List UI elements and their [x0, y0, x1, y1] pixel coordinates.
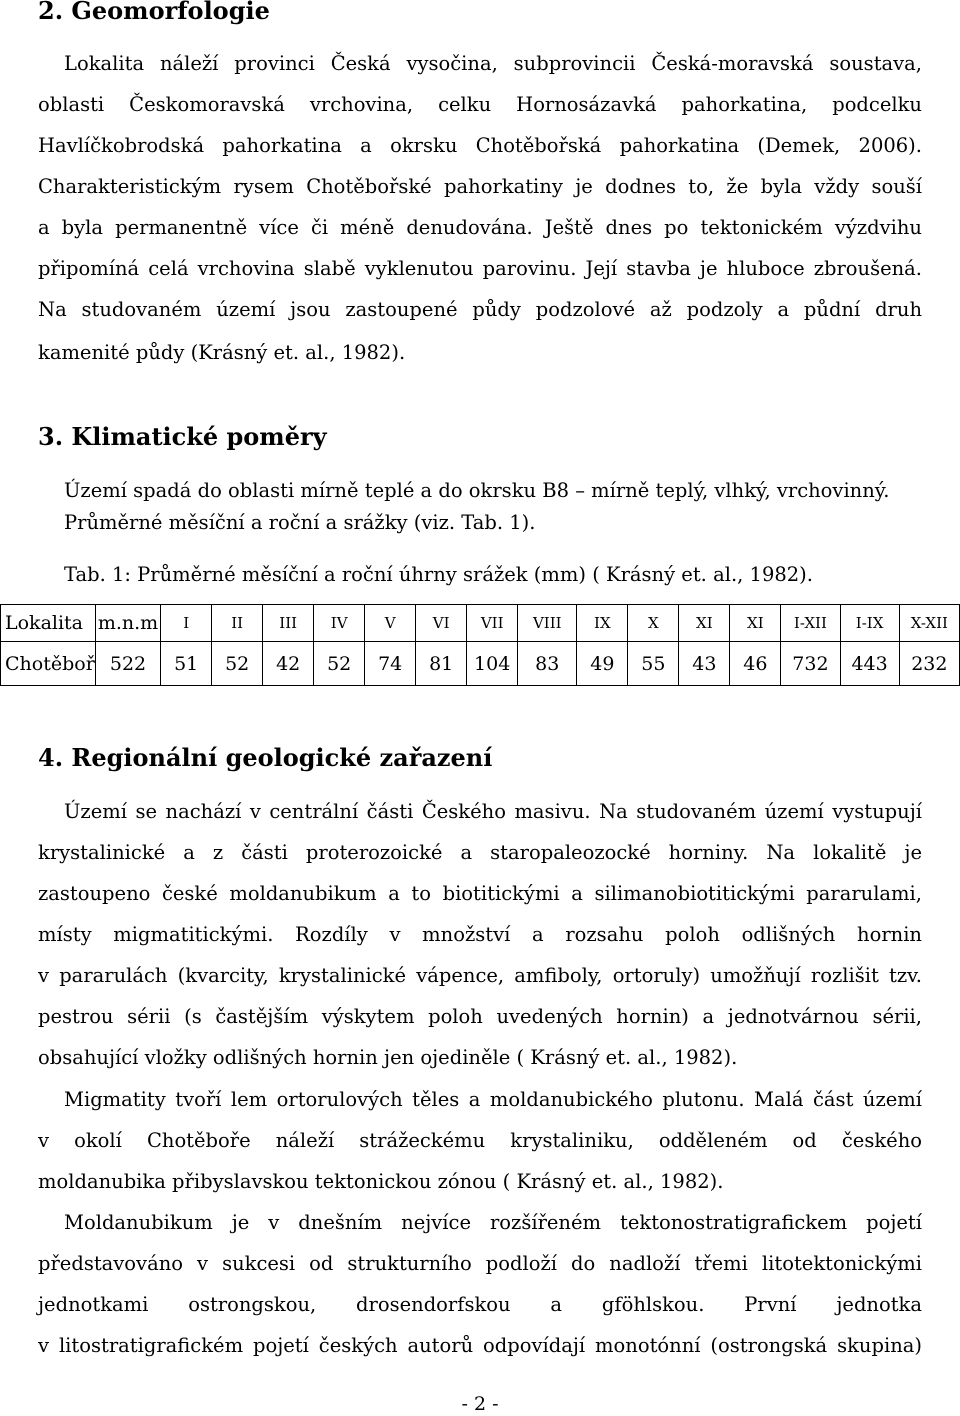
paragraph-line: obsahující vložky odlišných hornin jen ojediněle ( Krásný et. al., 1982).: [38, 1046, 738, 1069]
table-cell: 522: [95, 642, 160, 686]
page-number: - 2 -: [461, 1393, 499, 1415]
table-header-cell: VII: [467, 605, 518, 642]
table-cell: 52: [314, 642, 365, 686]
paragraph-line: krystalinické a z části proterozoické a staropaleozocké horniny. Na lokalitě je: [38, 841, 922, 864]
table-cell: 81: [416, 642, 467, 686]
table-header-cell: IX: [577, 605, 628, 642]
table-cell: 74: [365, 642, 416, 686]
paragraph-line: Průměrné měsíční a roční a srážky (viz. Tab. 1).: [64, 511, 536, 534]
table-cell: 52: [212, 642, 263, 686]
table-cell: 46: [730, 642, 781, 686]
table-header-cell: I-IX: [840, 605, 899, 642]
paragraph-line: Havlíčkobrodská pahorkatina a okrsku Chotěbořská pahorkatina (Demek, 2006).: [38, 134, 922, 157]
table-header-cell: V: [365, 605, 416, 642]
paragraph-line: moldanubika přibyslavskou tektonickou zónou ( Krásný et. al., 1982).: [38, 1170, 724, 1193]
table-cell: 43: [679, 642, 730, 686]
table-cell: 55: [628, 642, 679, 686]
table-cell: 732: [781, 642, 840, 686]
table-cell: 443: [840, 642, 899, 686]
table-header-cell: I: [161, 605, 212, 642]
table-row: [1, 642, 960, 686]
table-header-cell: X: [628, 605, 679, 642]
table-header-row: [1, 605, 960, 642]
table-cell: 51: [161, 642, 212, 686]
paragraph-line: a byla permanentně více či méně denudována. Ještě dnes po tektonickém výzdvihu: [38, 216, 922, 239]
section-heading-klimaticke-pomery: 3. Klimatické poměry: [38, 422, 327, 451]
table-header-cell: m.n.m: [95, 605, 160, 642]
paragraph-line: Moldanubikum je v dnešním nejvíce rozšířeném tektonostratigrafickem pojetí: [64, 1211, 922, 1234]
table-header-cell: II: [212, 605, 263, 642]
paragraph-line: oblasti Českomoravská vrchovina, celku Hornosázavká pahorkatina, podcelku: [38, 93, 922, 116]
table-caption: Tab. 1: Průměrné měsíční a roční úhrny srážek (mm) ( Krásný et. al., 1982).: [64, 563, 813, 586]
table-header-cell: XI: [730, 605, 781, 642]
paragraph-line: Migmatity tvoří lem ortorulových těles a moldanubického plutonu. Malá část území: [64, 1088, 922, 1111]
table-cell: Chotěboř: [1, 642, 96, 686]
paragraph-line: v okolí Chotěboře náleží strážeckému krystaliniku, odděleném od českého: [38, 1129, 922, 1152]
paragraph-line: Na studovaném území jsou zastoupené půdy podzolové až podzoly a půdní druh: [38, 298, 922, 321]
paragraph-line: připomíná celá vrchovina slabě vyklenutou parovinu. Její stavba je hluboce zbroušená.: [38, 257, 922, 280]
paragraph-line: zastoupeno české moldanubikum a to biotitickými a silimanobiotitickými pararulami,: [38, 882, 922, 905]
paragraph-line: kamenité půdy (Krásný et. al., 1982).: [38, 341, 406, 364]
table-cell: 83: [518, 642, 577, 686]
table-header-cell: VIII: [518, 605, 577, 642]
paragraph-line: Území spadá do oblasti mírně teplé a do okrsku B8 – mírně teplý, vlhký, vrchovinný.: [64, 479, 890, 502]
paragraph-line: Území se nachází v centrální části Českého masivu. Na studovaném území vystupují: [64, 800, 922, 823]
precipitation-table: [0, 604, 960, 686]
paragraph-line: v pararulách (kvarcity, krystalinické vápence, amfiboly, ortoruly) umožňují rozlišit tzv.: [38, 964, 922, 987]
table-header-cell: X-XII: [899, 605, 959, 642]
section-heading-regionalni-geologicke-zarazeni: 4. Regionální geologické zařazení: [38, 743, 493, 772]
table-header-cell: IV: [314, 605, 365, 642]
table-header-cell: Lokalita: [1, 605, 96, 642]
paragraph-line: Lokalita náleží provinci Česká vysočina, subprovincii Česká-moravská soustava,: [64, 52, 922, 75]
paragraph-line: místy migmatitickými. Rozdíly v množství a rozsahu poloh odlišných hornin: [38, 923, 922, 946]
table-cell: 232: [899, 642, 959, 686]
table-cell: 42: [263, 642, 314, 686]
paragraph-line: Charakteristickým rysem Chotěbořské pahorkatiny je dodnes to, že byla vždy souší: [38, 175, 922, 198]
table-header-cell: VI: [416, 605, 467, 642]
table-cell: 49: [577, 642, 628, 686]
paragraph-line: představováno v sukcesi od strukturního podloží do nadloží třemi litotektonickými: [38, 1252, 922, 1275]
paragraph-line: pestrou sérii (s častějším výskytem poloh uvedených hornin) a jednotvárnou sérii,: [38, 1005, 922, 1028]
table-cell: 104: [467, 642, 518, 686]
table-header-cell: XI: [679, 605, 730, 642]
paragraph-line: jednotkami ostrongskou, drosendorfskou a gföhlskou. První jednotka: [38, 1293, 922, 1316]
section-heading-geomorfologie: 2. Geomorfologie: [38, 0, 270, 25]
table-header-cell: III: [263, 605, 314, 642]
table-header-cell: I-XII: [781, 605, 840, 642]
paragraph-line: v litostratigrafickém pojetí českých autorů odpovídají monotónní (ostrongská skupina): [38, 1334, 922, 1357]
